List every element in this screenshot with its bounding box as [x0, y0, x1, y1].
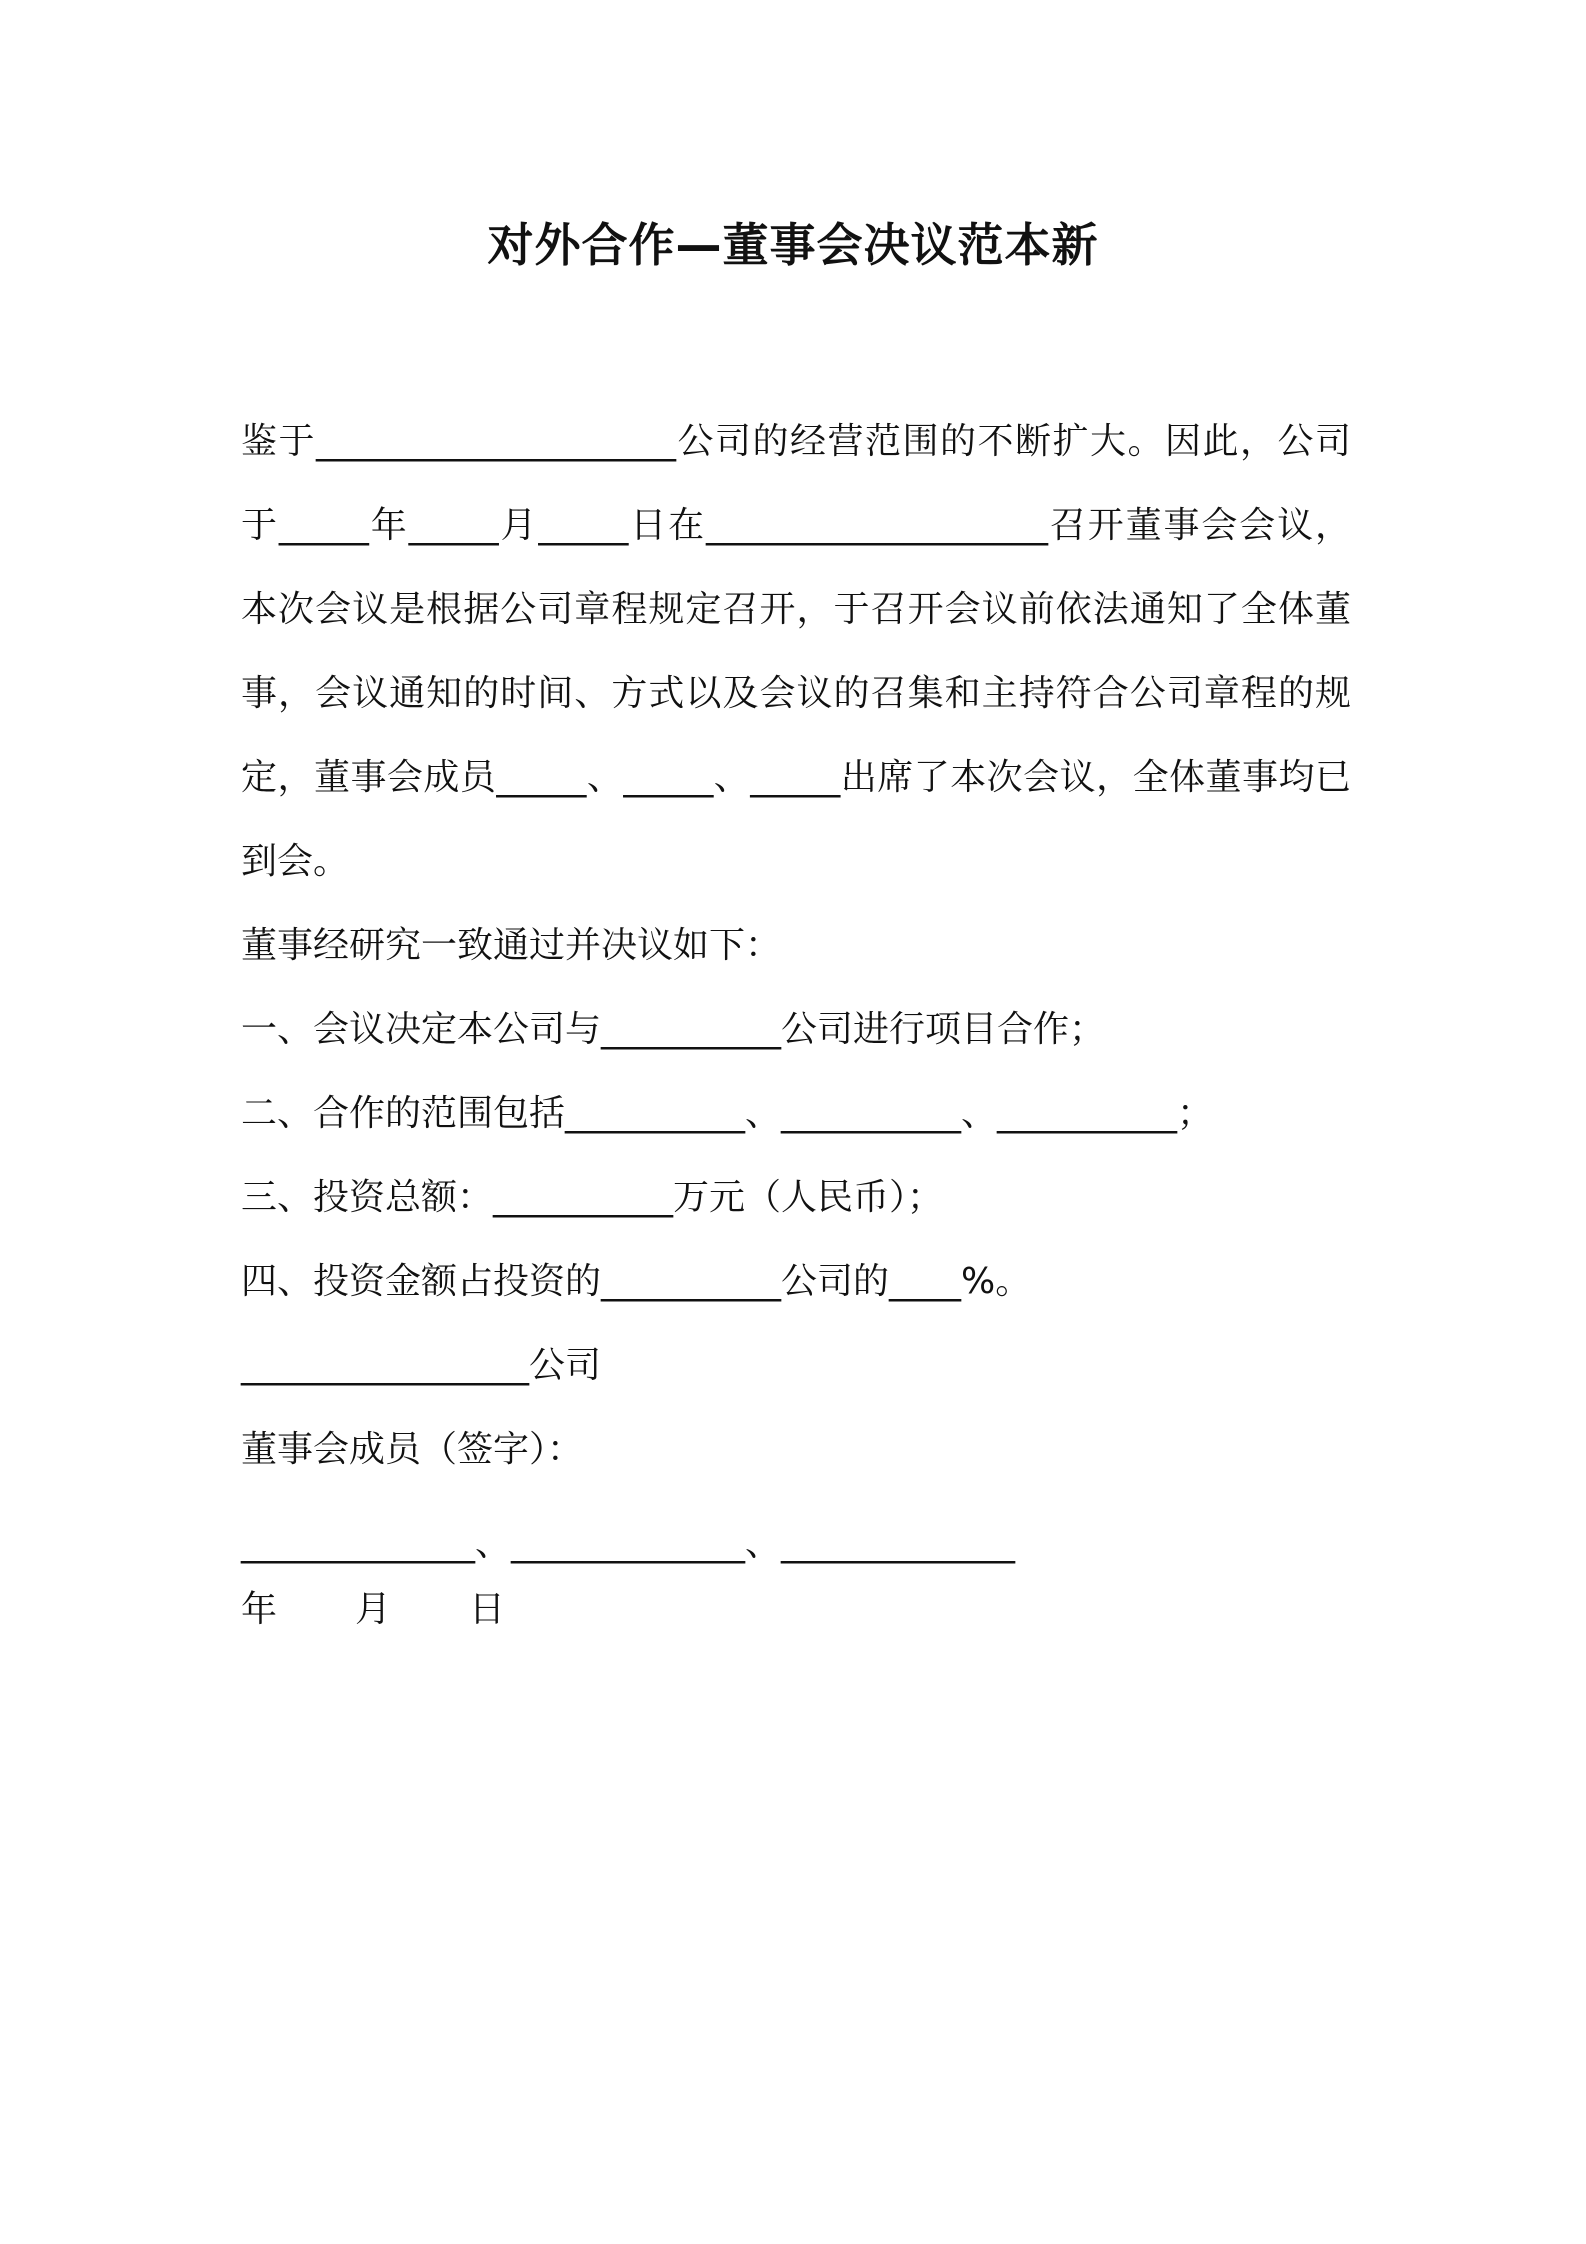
date-month: 月 [355, 1589, 392, 1630]
resolution-item-4: 四、投资金额占投资的__________公司的____%。 [241, 1261, 1032, 1302]
document-title: 对外合作—董事会决议范本新 [487, 218, 1099, 272]
resolution-item-2: 二、合作的范围包括__________、__________、__________； [241, 1093, 1214, 1134]
date-line [241, 1568, 505, 1652]
signature-blanks: _____________、_____________、_____________ [241, 1523, 1015, 1564]
intro-paragraph: 鉴于____________________公司的经营范围的不断扩大。因此，公司于_____年_____月_____日在___________________召开董事会会议，本次会议是根据公司章程规定召开，于召开会议前依法通知了全体董事，会议通知的时间、方式以及会议的召集和主持符合公司章程的规定，董事会成员_____、_____、_____出席了本次会议，全体董事均已到会。 [241, 421, 1351, 882]
resolution-item-1: 一、会议决定本公司与__________公司进行项目合作； [241, 1009, 1106, 1050]
resolution-item-3: 三、投资总额：__________万元（人民币）； [241, 1177, 944, 1218]
company-signature-line: ________________公司 [241, 1345, 602, 1386]
members-sign-label: 董事会成员（签字）： [241, 1429, 584, 1470]
resolution-intro: 董事经研究一致通过并决议如下： [241, 925, 782, 966]
date-year: 年 [241, 1589, 278, 1630]
date-day: 日 [469, 1589, 506, 1630]
